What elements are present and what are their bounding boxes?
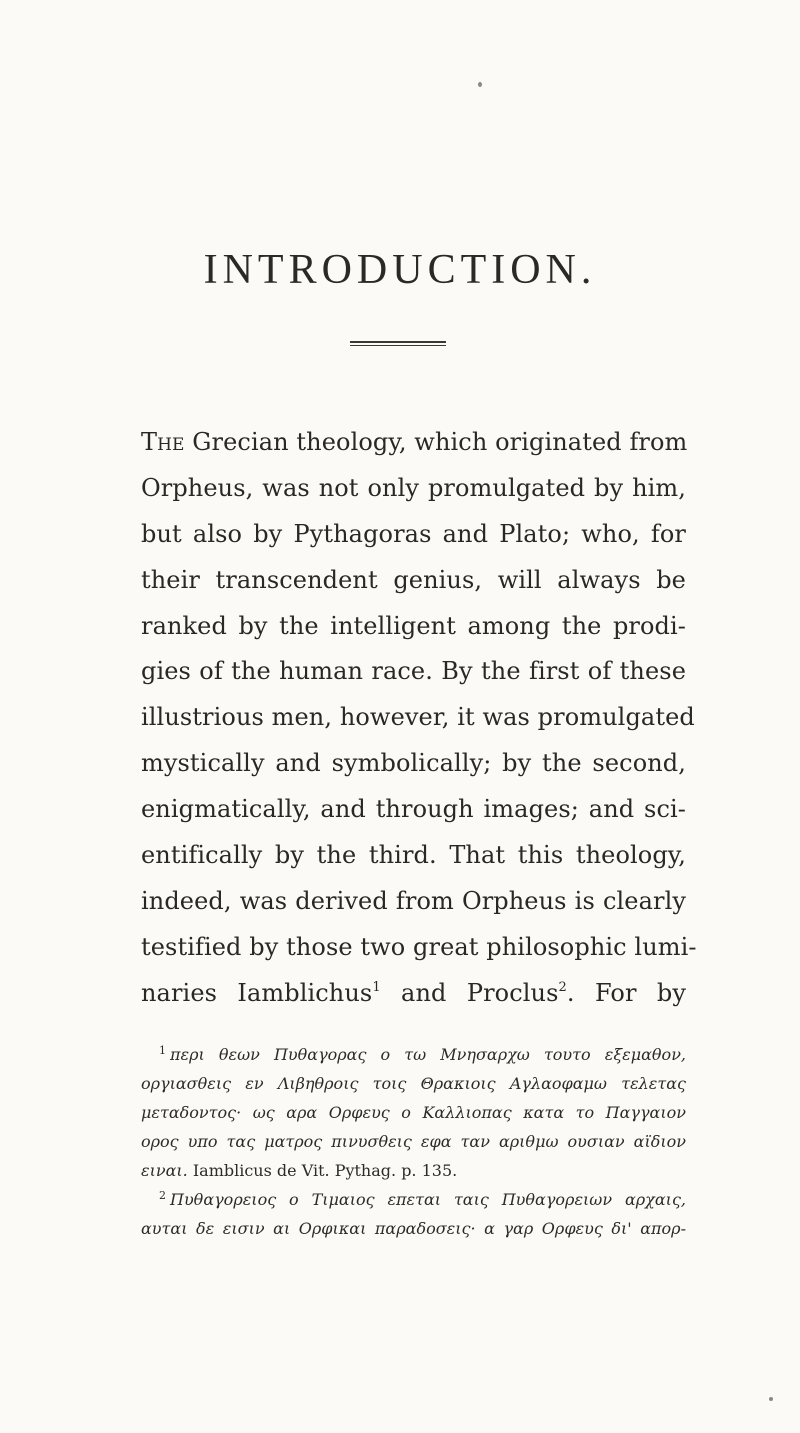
paragraph-line: The Grecian theology, which originated from xyxy=(141,428,688,456)
title-rule xyxy=(350,341,446,347)
footnote-1-line: ειναι. Iamblicus de Vit. Pythag. p. 135. xyxy=(141,1161,458,1180)
paper-speck xyxy=(478,82,482,87)
paragraph-line: gies of the human race. By the first of these xyxy=(141,657,686,686)
paragraph-line: testified by those two great philosophic lumi- xyxy=(141,932,697,961)
footnote-1-line: οργιασθεις εν Λιβηθροις τοις Θρακιοις Αγλαοφαμω τελετας xyxy=(141,1074,686,1093)
footnotes xyxy=(141,1040,686,1243)
paragraph-line: enigmatically, and through images; and sci- xyxy=(141,795,686,824)
paragraph-line: indeed, was derived from Orpheus is clearly xyxy=(141,886,686,915)
paragraph-line: Orpheus, was not only promulgated by him, xyxy=(141,473,686,502)
paragraph-line: illustrious men, however, it was promulgated xyxy=(141,703,695,732)
footnote-marker-1: 1 xyxy=(159,1044,166,1057)
paragraph-line: naries Iamblichus$^1$ and Proclus$^2$. For by xyxy=(141,978,686,1007)
footnote-ref-2[interactable]: 2 xyxy=(558,979,567,995)
footnote-1-line: ορος υπο τας ματρος πινυσθεις εφα ταν αριθμω ουσιαν αϊδιον xyxy=(141,1132,686,1151)
paragraph-line: their transcendent genius, will always be xyxy=(141,565,686,594)
footnote-marker-2: 2 xyxy=(159,1189,166,1202)
footnote-2-line: αυται δε εισιν αι Ορφικαι παραδοσεις· α γαρ Ορφευς δι' απορ- xyxy=(141,1219,686,1238)
footnote-2-line: $^2$ Πυθαγορειος ο Τιμαιος επεται ταις Πυθαγορειων αρχαις, xyxy=(159,1189,686,1209)
footnote-1-line: $^1$ περι θεων Πυθαγορας ο τω Μνησαρχω τουτο εξεμαθον, xyxy=(159,1044,686,1064)
paragraph-line: entifically by the third. That this theology, xyxy=(141,841,686,870)
footnote-1-line: μεταδοντος· ως αρα Ορφευς ο Καλλιοπας κατα το Παγγαιον xyxy=(141,1103,686,1122)
paper-speck xyxy=(769,1397,773,1401)
footnote-1-citation: Iamblicus de Vit. Pythag. p. 135. xyxy=(187,1161,458,1180)
paragraph-line: mystically and symbolically; by the second, xyxy=(141,749,686,778)
page-title: INTRODUCTION. xyxy=(203,247,597,293)
paragraph-line: but also by Pythagoras and Plato; who, for xyxy=(141,519,686,548)
opening-word: The xyxy=(141,428,185,456)
paragraph-line: ranked by the intelligent among the prodi- xyxy=(141,611,686,640)
footnote-ref-1[interactable]: 1 xyxy=(372,979,381,995)
main-paragraph xyxy=(141,420,697,1017)
